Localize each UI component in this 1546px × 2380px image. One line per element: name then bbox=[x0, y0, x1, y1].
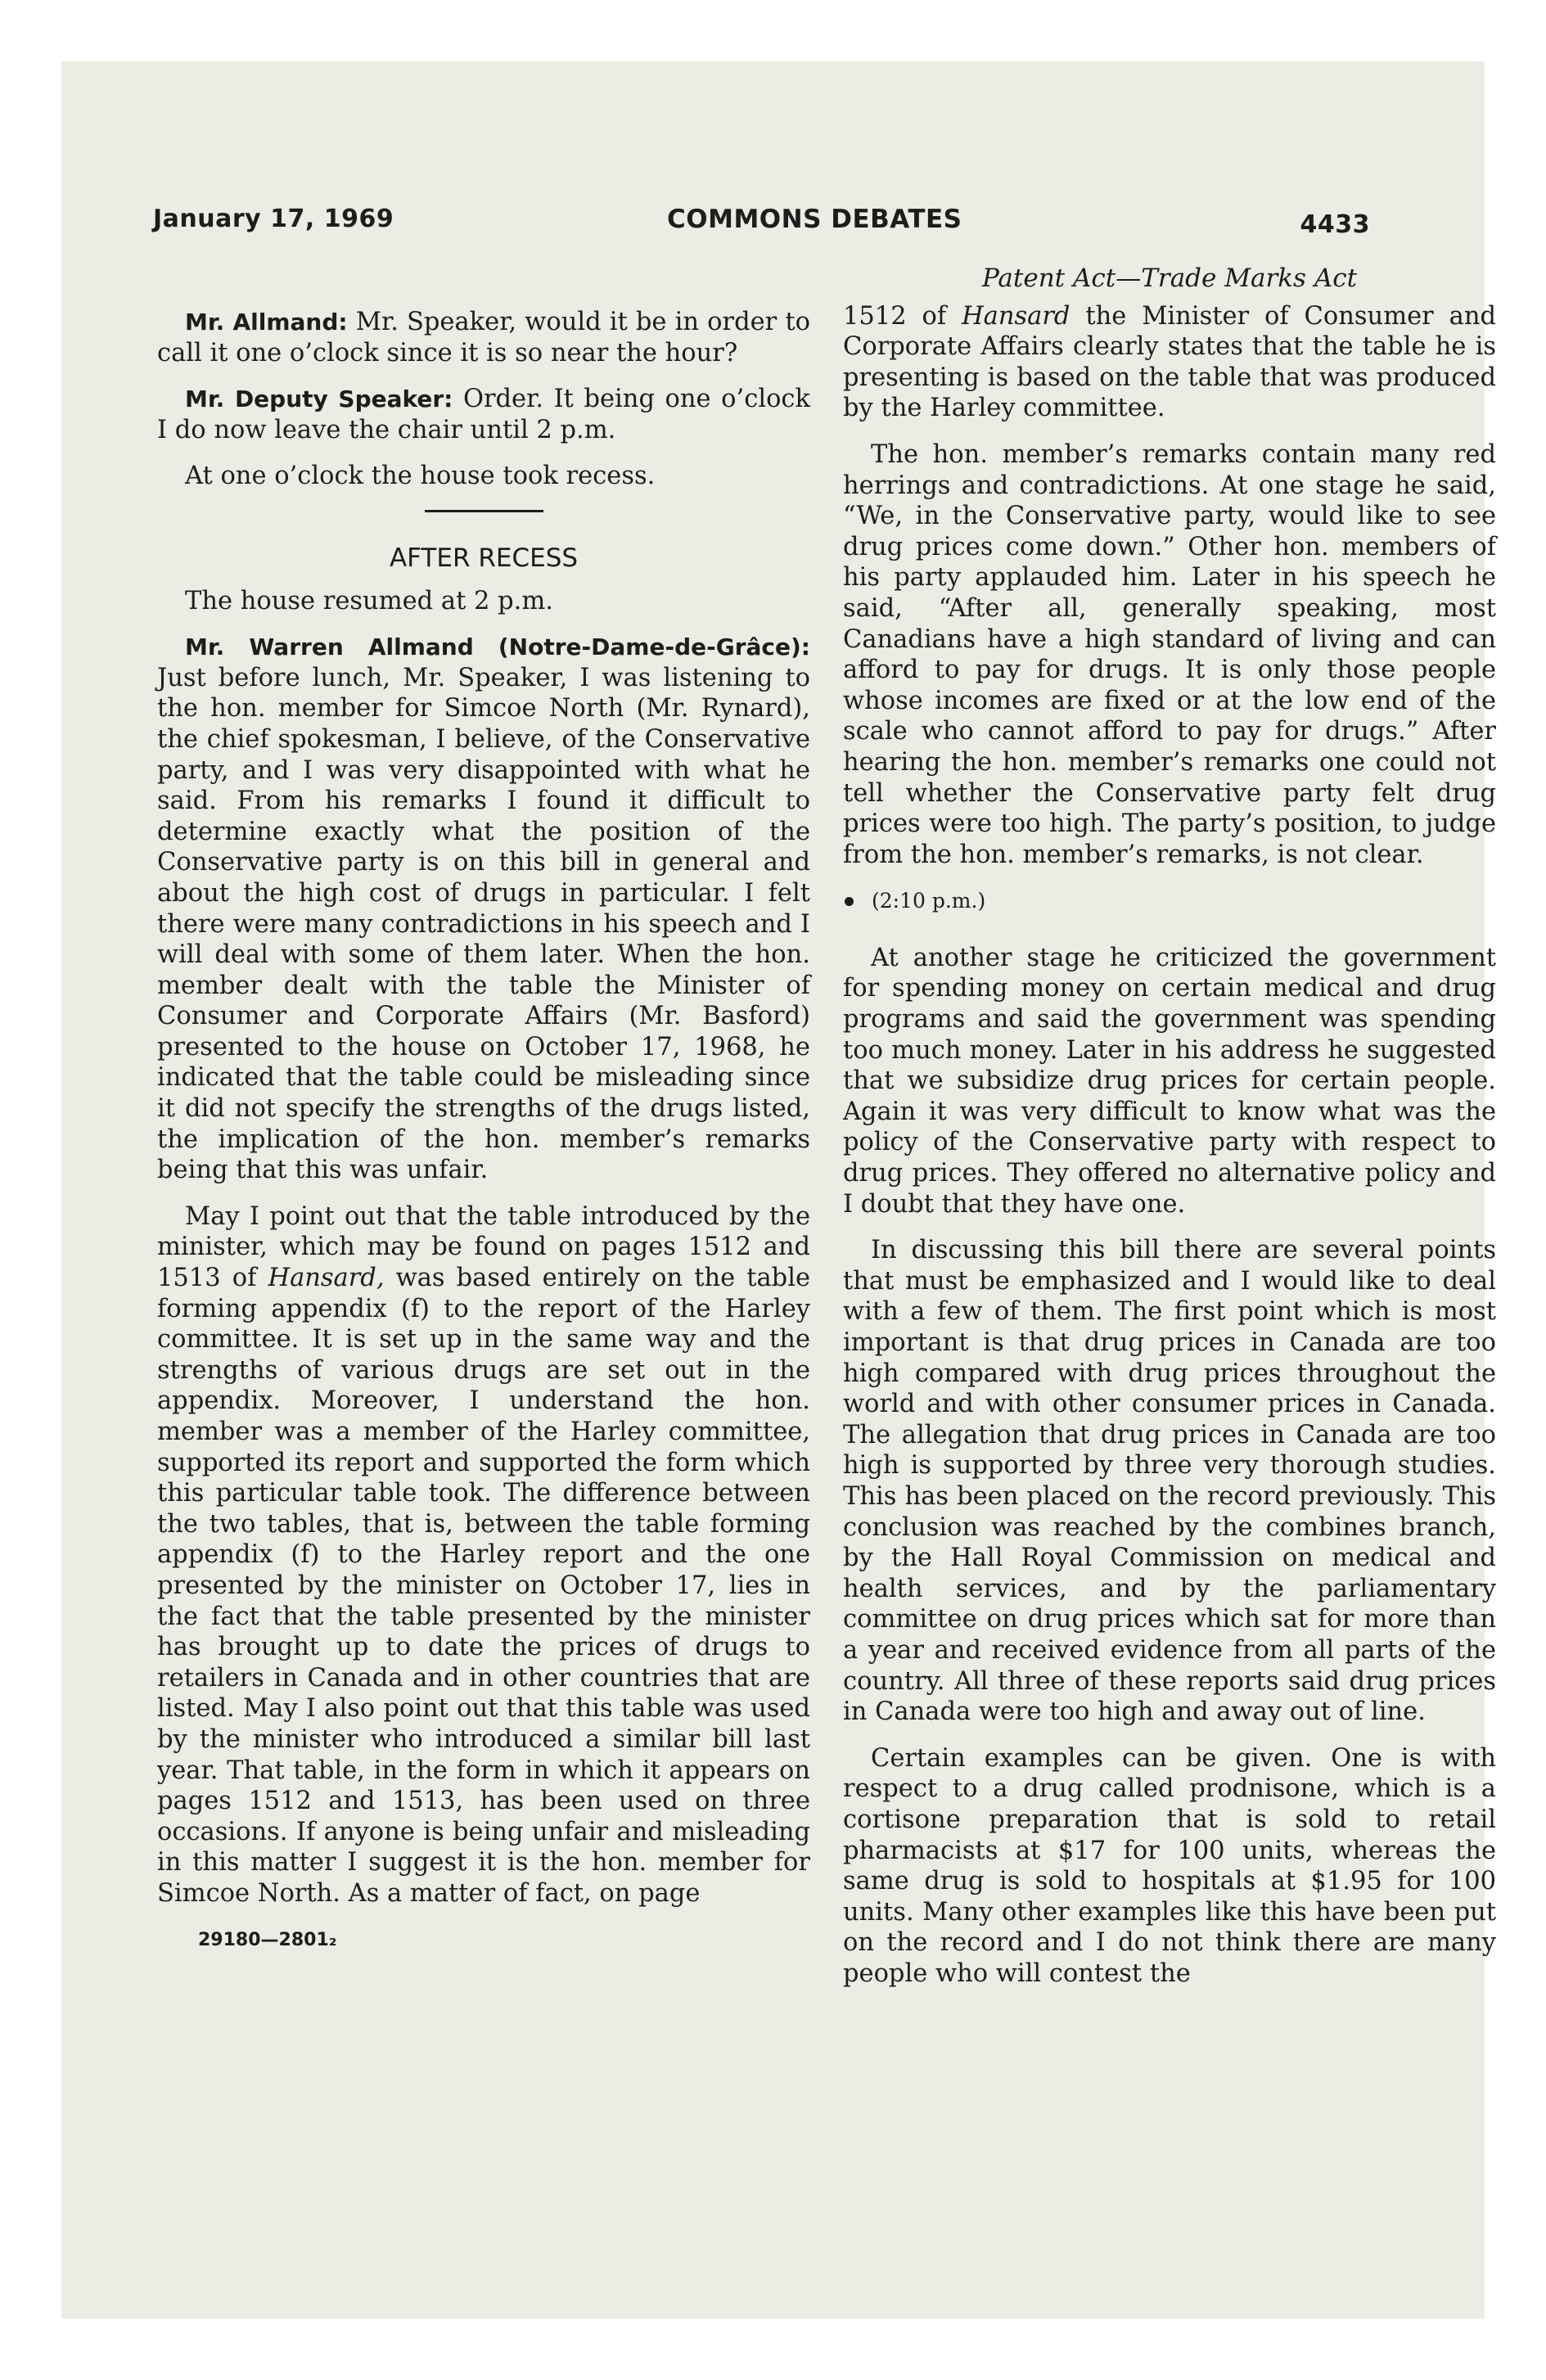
hansard-ref: Hansard, bbox=[268, 1264, 385, 1293]
bullet-icon bbox=[845, 897, 854, 906]
paragraph bbox=[157, 307, 810, 368]
paragraph bbox=[157, 632, 810, 1186]
speech-text: Order. It being one o’clock I do now leave the chair until 2 p.m. bbox=[157, 385, 810, 444]
hansard-ref: Hansard bbox=[962, 301, 1070, 331]
speech-text: the Minister of Consumer and Corporate Affairs clearly states that the table he is presenting is based on the table that was produced by the Harley committee. bbox=[843, 301, 1496, 423]
timestamp-text: (2:10 p.m.) bbox=[872, 889, 986, 913]
print-code: 29180—2801₂ bbox=[198, 1929, 337, 1950]
speech-text: Mr. Speaker, would it be in order to call it one o’clock since it is so near the hour? bbox=[157, 308, 810, 367]
speech-text: 1512 of bbox=[843, 301, 962, 331]
paragraph bbox=[157, 384, 810, 445]
paragraph: In discussing this bill there are several points that must be emphasized and I would like to deal with a few of them. The first point which is most important is that drug prices in Canada are too high compared with drug prices throughout the world and with other consumer prices in Canada. The allegation that drug prices in Canada are too high is supported by three very thorough studies. This has been placed on the record previously. This conclusion was reached by the combines branch, by the Hall Royal Commission on medical and health services, and by the parliamentary committee on drug prices which sat for more than a year and received evidence from all parts of the country. All three of these reports said drug prices in Canada were too high and away out of line. bbox=[843, 1236, 1496, 1727]
section-divider bbox=[425, 510, 543, 512]
page bbox=[61, 61, 1496, 2319]
recess-note: At one o’clock the house took recess. bbox=[185, 462, 656, 491]
running-head: Patent Act—Trade Marks Act bbox=[981, 264, 1358, 293]
speech-text: was based entirely on the table forming appendix (f) to the report of the Harley committee. It is set up in the same way and the strengths of various drugs are set out in the appendix. Moreover, I understand the hon. member was a member of the Harley committee, supported its report and supported the form which this particular table took. The difference between the two tables, that is, between the table forming appendix (f) to the Harley report and the one presented by the minister on October 17, lies in the fact that the table presented by the minister has brought up to date the prices of drugs to retailers in Canada and in other countries that are listed. May I also point out that this table was used by the minister who introduced a similar bill last year. That table, in the form in which it appears on pages 1512 and 1513, has been used on three occasions. If anyone is being unfair and misleading in this matter I suggest it is the hon. member for Simcoe North. As a matter of fact, on page bbox=[157, 1264, 811, 1908]
paragraph bbox=[843, 301, 1496, 424]
right-column bbox=[843, 264, 1496, 2004]
speech-text: Just before lunch, Mr. Speaker, I was listening to the hon. member for Simcoe North (Mr. Rynard), the chief spokesman, I believe, of the Conservative party, and I was very disappointed with what he said. From his remarks I found it difficult to determine exactly what the position of the Conservative party is on this bill in general and about the high cost of drugs in particular. I felt there were many contradictions in his speech and I will deal with some of them later. When the hon. member dealt with the table the Minister of Consumer and Corporate Affairs (Mr. Basford) presented to the house on October 17, 1968, he indicated that the table could be misleading since it did not specify the strengths of the drugs listed, the implication of the hon. member’s remarks being that this was unfair. bbox=[157, 663, 810, 1185]
page-number: 4433 bbox=[1300, 210, 1370, 239]
speaker-name: Mr. Allmand: bbox=[185, 309, 348, 336]
resumed-note: The house resumed at 2 p.m. bbox=[185, 586, 553, 615]
speaker-name: Mr. Deputy Speaker: bbox=[185, 385, 453, 413]
header-title: COMMONS DEBATES bbox=[667, 205, 962, 234]
timestamp bbox=[843, 886, 1496, 917]
paragraph bbox=[157, 1201, 810, 1909]
section-heading: AFTER RECESS bbox=[389, 543, 579, 573]
paragraph: The hon. member’s remarks contain many red herrings and contradictions. At one stage he said, “We, in the Conservative party, would like to see drug prices come down.” Other hon. members of his party applauded him. Later in his speech he said, “After all, generally speaking, most Canadians have a high standard of living and can afford to pay for drugs. It is only those people whose incomes are fixed or at the low end of the scale who cannot afford to pay for drugs.” After hearing the hon. member’s remarks one could not tell whether the Conservative party felt drug prices were too high. The party’s position, to judge from the hon. member’s remarks, is not clear. bbox=[843, 439, 1496, 869]
left-column bbox=[157, 307, 810, 1955]
paragraph: At another stage he criticized the government for spending money on certain medical and drug programs and said the government was spending too much money. Later in his address he suggested that we subsidize drug prices for certain people. Again it was very difficult to know what was the policy of the Conservative party with respect to drug prices. They offered no alternative policy and I doubt that they have one. bbox=[843, 943, 1496, 1219]
speaker-name: Mr. Warren Allmand (Notre-Dame-de-Grâce): bbox=[185, 633, 810, 661]
speech-text: May I point out that the table introduced by the minister, which may be found on pages 1512 and 1513 of bbox=[157, 1201, 810, 1293]
header-date: January 17, 1969 bbox=[153, 205, 394, 233]
paragraph: Certain examples can be given. One is with respect to a drug called prodnisone, which is a cortisone preparation that is sold to retail pharmacists at $17 for 100 units, whereas the same drug is sold to hospitals at $1.95 for 100 units. Many other examples like this have been put on the record and I do not think there are many people who will contest the bbox=[843, 1743, 1496, 1988]
